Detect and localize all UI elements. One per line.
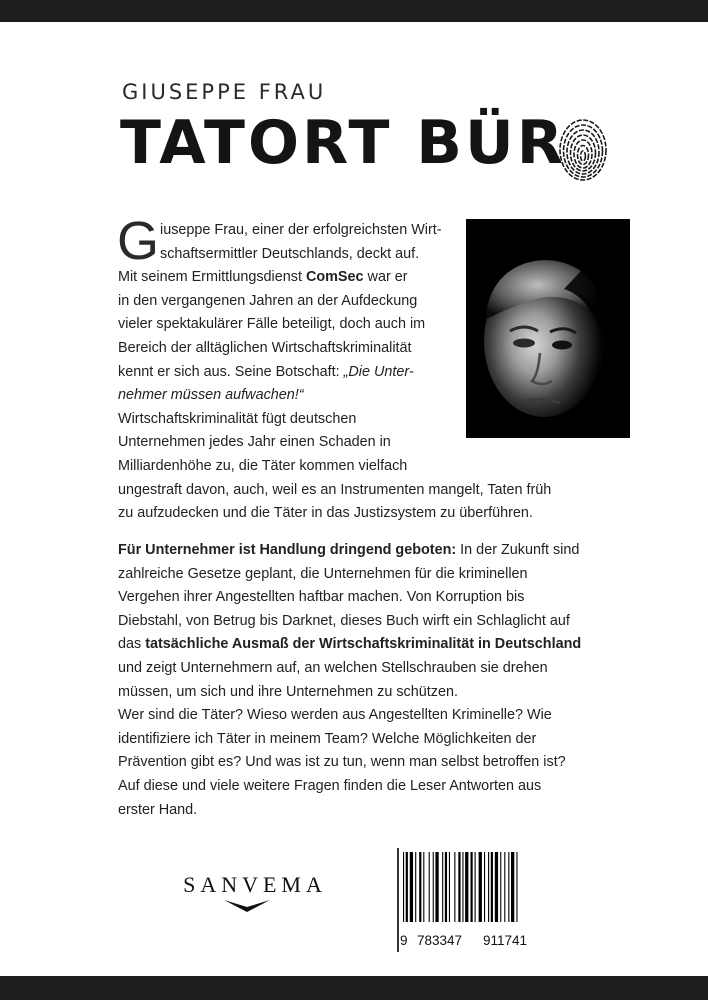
barcode-bar [504, 852, 505, 922]
barcode-bar [442, 852, 443, 922]
barcode-bar [508, 852, 509, 922]
barcode-bar [410, 852, 413, 922]
barcode-bar [500, 852, 501, 922]
barcode-bar [406, 852, 408, 922]
barcode-bar [516, 852, 517, 922]
intro-line-12: ungestraft davon, auch, weil es an Instrumenten mangelt, Taten früh [118, 481, 552, 498]
drop-cap: G [117, 211, 160, 271]
intro-line-9: Wirtschaftskriminalität fügt deutschen [118, 410, 357, 427]
isbn-number [397, 933, 561, 949]
top-band [0, 0, 708, 22]
second-paragraph [118, 539, 588, 822]
second-line-6: und zeigt Unternehmern auf, an welchen Stellschrauben sie drehen [118, 659, 548, 676]
barcode-bar [488, 852, 489, 922]
second-line-12: erster Hand. [118, 801, 198, 818]
barcode-bar [445, 852, 447, 922]
barcode-bar [484, 852, 485, 922]
intro-line-3b: war er [363, 269, 408, 286]
second-line-4: Diebstahl, von Betrug bis Darknet, dieses Buch wirft ein Schlaglicht auf [118, 612, 570, 629]
isbn-group-1: 783347 [417, 933, 463, 948]
barcode-bar [435, 852, 438, 922]
barcode-bar [429, 852, 430, 922]
barcode-bar [458, 852, 460, 922]
fingerprint-icon [558, 118, 608, 182]
intro-line-7a: kennt er sich aus. Seine Botschaft: [118, 363, 344, 380]
barcode-bar [465, 852, 468, 922]
second-line-11: Auf diese und viele weitere Fragen finden die Leser Antworten aus [118, 777, 542, 794]
intro-line-10: Unternehmen jedes Jahr einen Schaden in [118, 434, 391, 451]
second-line-5a: das [118, 636, 146, 653]
publisher-logo: SANVEMA [183, 872, 327, 897]
barcode-bar [449, 852, 450, 922]
second-line-10: Prävention gibt es? Und was ist zu tun, wenn man selbst betroffen ist? [118, 754, 566, 771]
intro-line-11: Milliardenhöhe zu, die Täter kommen vielfach [118, 457, 408, 474]
barcode-bar [475, 852, 476, 922]
quote-start: „Die Unter- [343, 363, 414, 380]
second-highlight: tatsächliche Ausmaß der Wirtschaftskriminalität in Deutschland [145, 636, 582, 653]
author-name: GIUSEPPE FRAU [122, 80, 327, 104]
intro-line-2: schaftsermittler Deutschlands, deckt auf. [160, 245, 420, 262]
intro-line-6: Bereich der alltäglichen Wirtschaftskriminalität [118, 339, 412, 356]
second-line-2: zahlreiche Gesetze geplant, die Unternehmen für die kriminellen [118, 565, 528, 582]
second-line-9: identifiziere ich Täter in meinem Team? Welche Möglichkeiten der [118, 730, 537, 747]
intro-line-13: zu aufzudecken und die Täter in das Justizsystem zu überführen. [118, 505, 533, 522]
second-line-7: müssen, um sich und ihre Unternehmen zu schützen. [118, 683, 458, 700]
barcode-bar [454, 852, 455, 922]
intro-line-4: in den vergangenen Jahren an der Aufdeckung [118, 292, 418, 309]
barcode-bar [403, 852, 404, 922]
barcode-bar [479, 852, 482, 922]
company-name: ComSec [305, 269, 364, 286]
second-lead: Für Unternehmer ist Handlung dringend geboten: [118, 542, 457, 558]
isbn-barcode [403, 852, 553, 922]
isbn-lead-digit: 9 [400, 933, 408, 948]
barcode-bar [471, 852, 473, 922]
intro-line-3a: Mit seinem Ermittlungsdienst [118, 269, 306, 286]
barcode-bar [423, 852, 424, 922]
quote-end: nehmer müssen aufwachen!“ [118, 387, 304, 404]
book-title: TATORT BÜR [120, 108, 566, 178]
barcode-bar [462, 852, 463, 922]
isbn-group-2: 911741 [483, 933, 528, 948]
intro-line-1: iuseppe Frau, einer der erfolgreichsten Wirt- [160, 222, 442, 238]
bottom-band [0, 976, 708, 1000]
intro-paragraph [117, 211, 588, 526]
barcode-bar [491, 852, 493, 922]
second-line-3: Vergehen ihrer Angestellten haftbar machen. Von Korruption bis [118, 589, 525, 606]
barcode-bar [511, 852, 514, 922]
second-line-8: Wer sind die Täter? Wieso werden aus Angestellten Kriminelle? Wie [118, 707, 552, 724]
chevron-down-icon [224, 898, 270, 914]
intro-line-5: vieler spektakulärer Fälle beteiligt, doch auch im [118, 316, 426, 333]
barcode-bar [495, 852, 498, 922]
barcode-bar [433, 852, 434, 922]
second-line-1: In der Zukunft sind [456, 542, 580, 558]
barcode-bar [419, 852, 421, 922]
barcode-bar [415, 852, 416, 922]
